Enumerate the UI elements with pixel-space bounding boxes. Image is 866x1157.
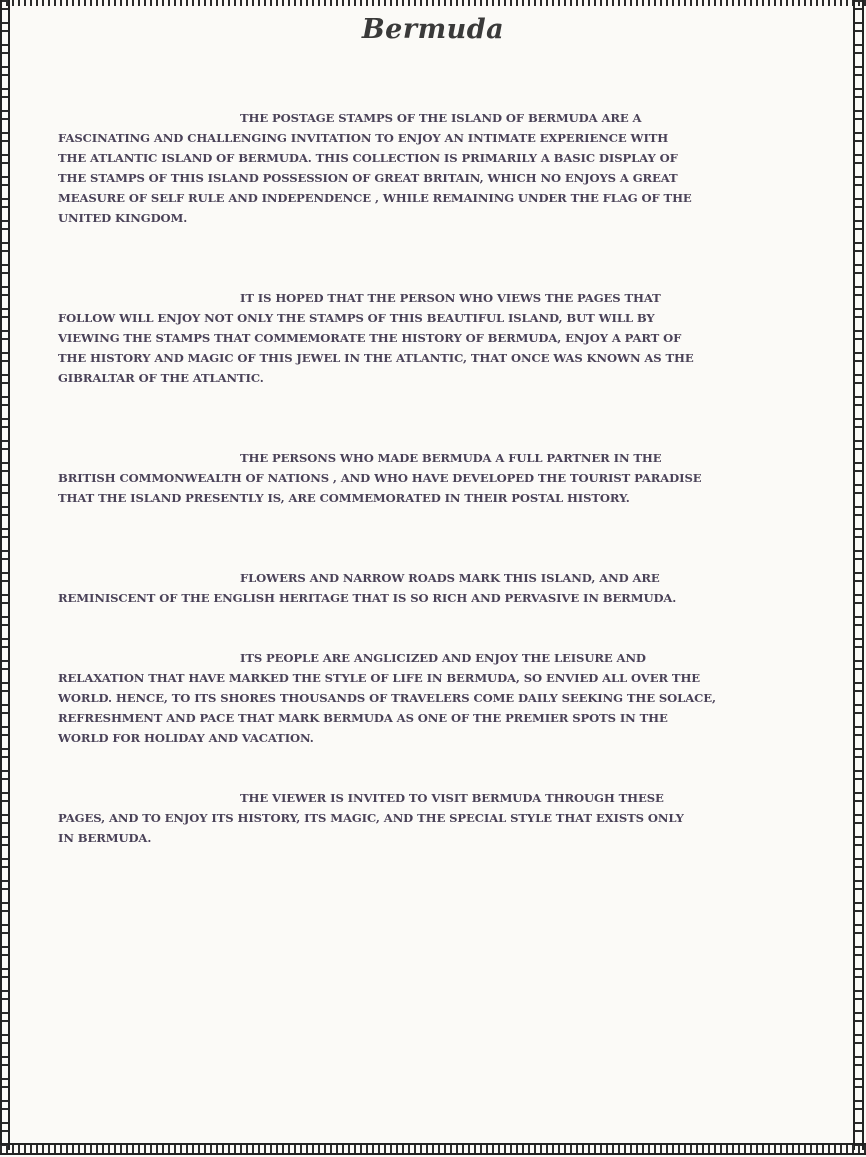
paragraph-flowers: FLOWERS AND NARROW ROADS MARK THIS ISLAND, AND ARE REMINISCENT OF THE ENGLISH HERITAGE THAT IS SO RICH AND PERVASIVE IN BERMUDA. (58, 571, 677, 605)
page-border-right (853, 0, 864, 1150)
paragraph-invitation: THE VIEWER IS INVITED TO VISIT BERMUDA THROUGH THESE PAGES, AND TO ENJOY ITS HISTORY, ITS MAGIC, AND THE SPECIAL STYLE THAT EXISTS ONLY IN BERMUDA. (58, 791, 684, 845)
paragraph-commonwealth: THE PERSONS WHO MADE BERMUDA A FULL PARTNER IN THE BRITISH COMMONWEALTH OF NATIONS , AND WHO HAVE DEVELOPED THE TOURIST PARADISE THAT THE ISLAND PRESENTLY IS, ARE COMMEMORATED IN THEIR POSTAL HISTORY. (58, 451, 702, 505)
page-border-bottom (0, 1143, 866, 1155)
paragraph-hope: IT IS HOPED THAT THE PERSON WHO VIEWS THE PAGES THAT FOLLOW WILL ENJOY NOT ONLY THE STAMPS OF THIS BEAUTIFUL ISLAND, BUT WILL BY VIEWING THE STAMPS THAT COMMEMORATE THE HISTORY OF BERMUDA, ENJOY A PART OF THE HISTORY AND MAGIC OF THIS JEWEL IN THE ATLANTIC, THAT ONCE WAS KNOWN AS THE GIBRALTAR OF THE ATLANTIC. (58, 291, 694, 385)
page-title: Bermuda (361, 14, 505, 45)
page-border-top (0, 0, 866, 6)
page-border-left (0, 0, 10, 1150)
paragraph-people: ITS PEOPLE ARE ANGLICIZED AND ENJOY THE LEISURE AND RELAXATION THAT HAVE MARKED THE STYLE OF LIFE IN BERMUDA, SO ENVIED ALL OVER THE WORLD. HENCE, TO ITS SHORES THOUSANDS OF TRAVELERS COME DAILY SEEKING THE SOLACE, REFRESHMENT AND PACE THAT MARK BERMUDA AS ONE OF THE PREMIER SPOTS IN THE WORLD FOR HOLIDAY AND VACATION. (58, 651, 716, 745)
paragraph-intro: THE POSTAGE STAMPS OF THE ISLAND OF BERMUDA ARE A FASCINATING AND CHALLENGING INVITATION TO ENJOY AN INTIMATE EXPERIENCE WITH THE ATLANTIC ISLAND OF BERMUDA. THIS COLLECTION IS PRIMARILY A BASIC DISPLAY OF THE STAMPS OF THIS ISLAND POSSESSION OF GREAT BRITAIN, WHICH NO ENJOYS A GREAT MEASURE OF SELF RULE AND INDEPENDENCE , WHILE REMAINING UNDER THE FLAG OF THE UNITED KINGDOM. (58, 111, 692, 225)
